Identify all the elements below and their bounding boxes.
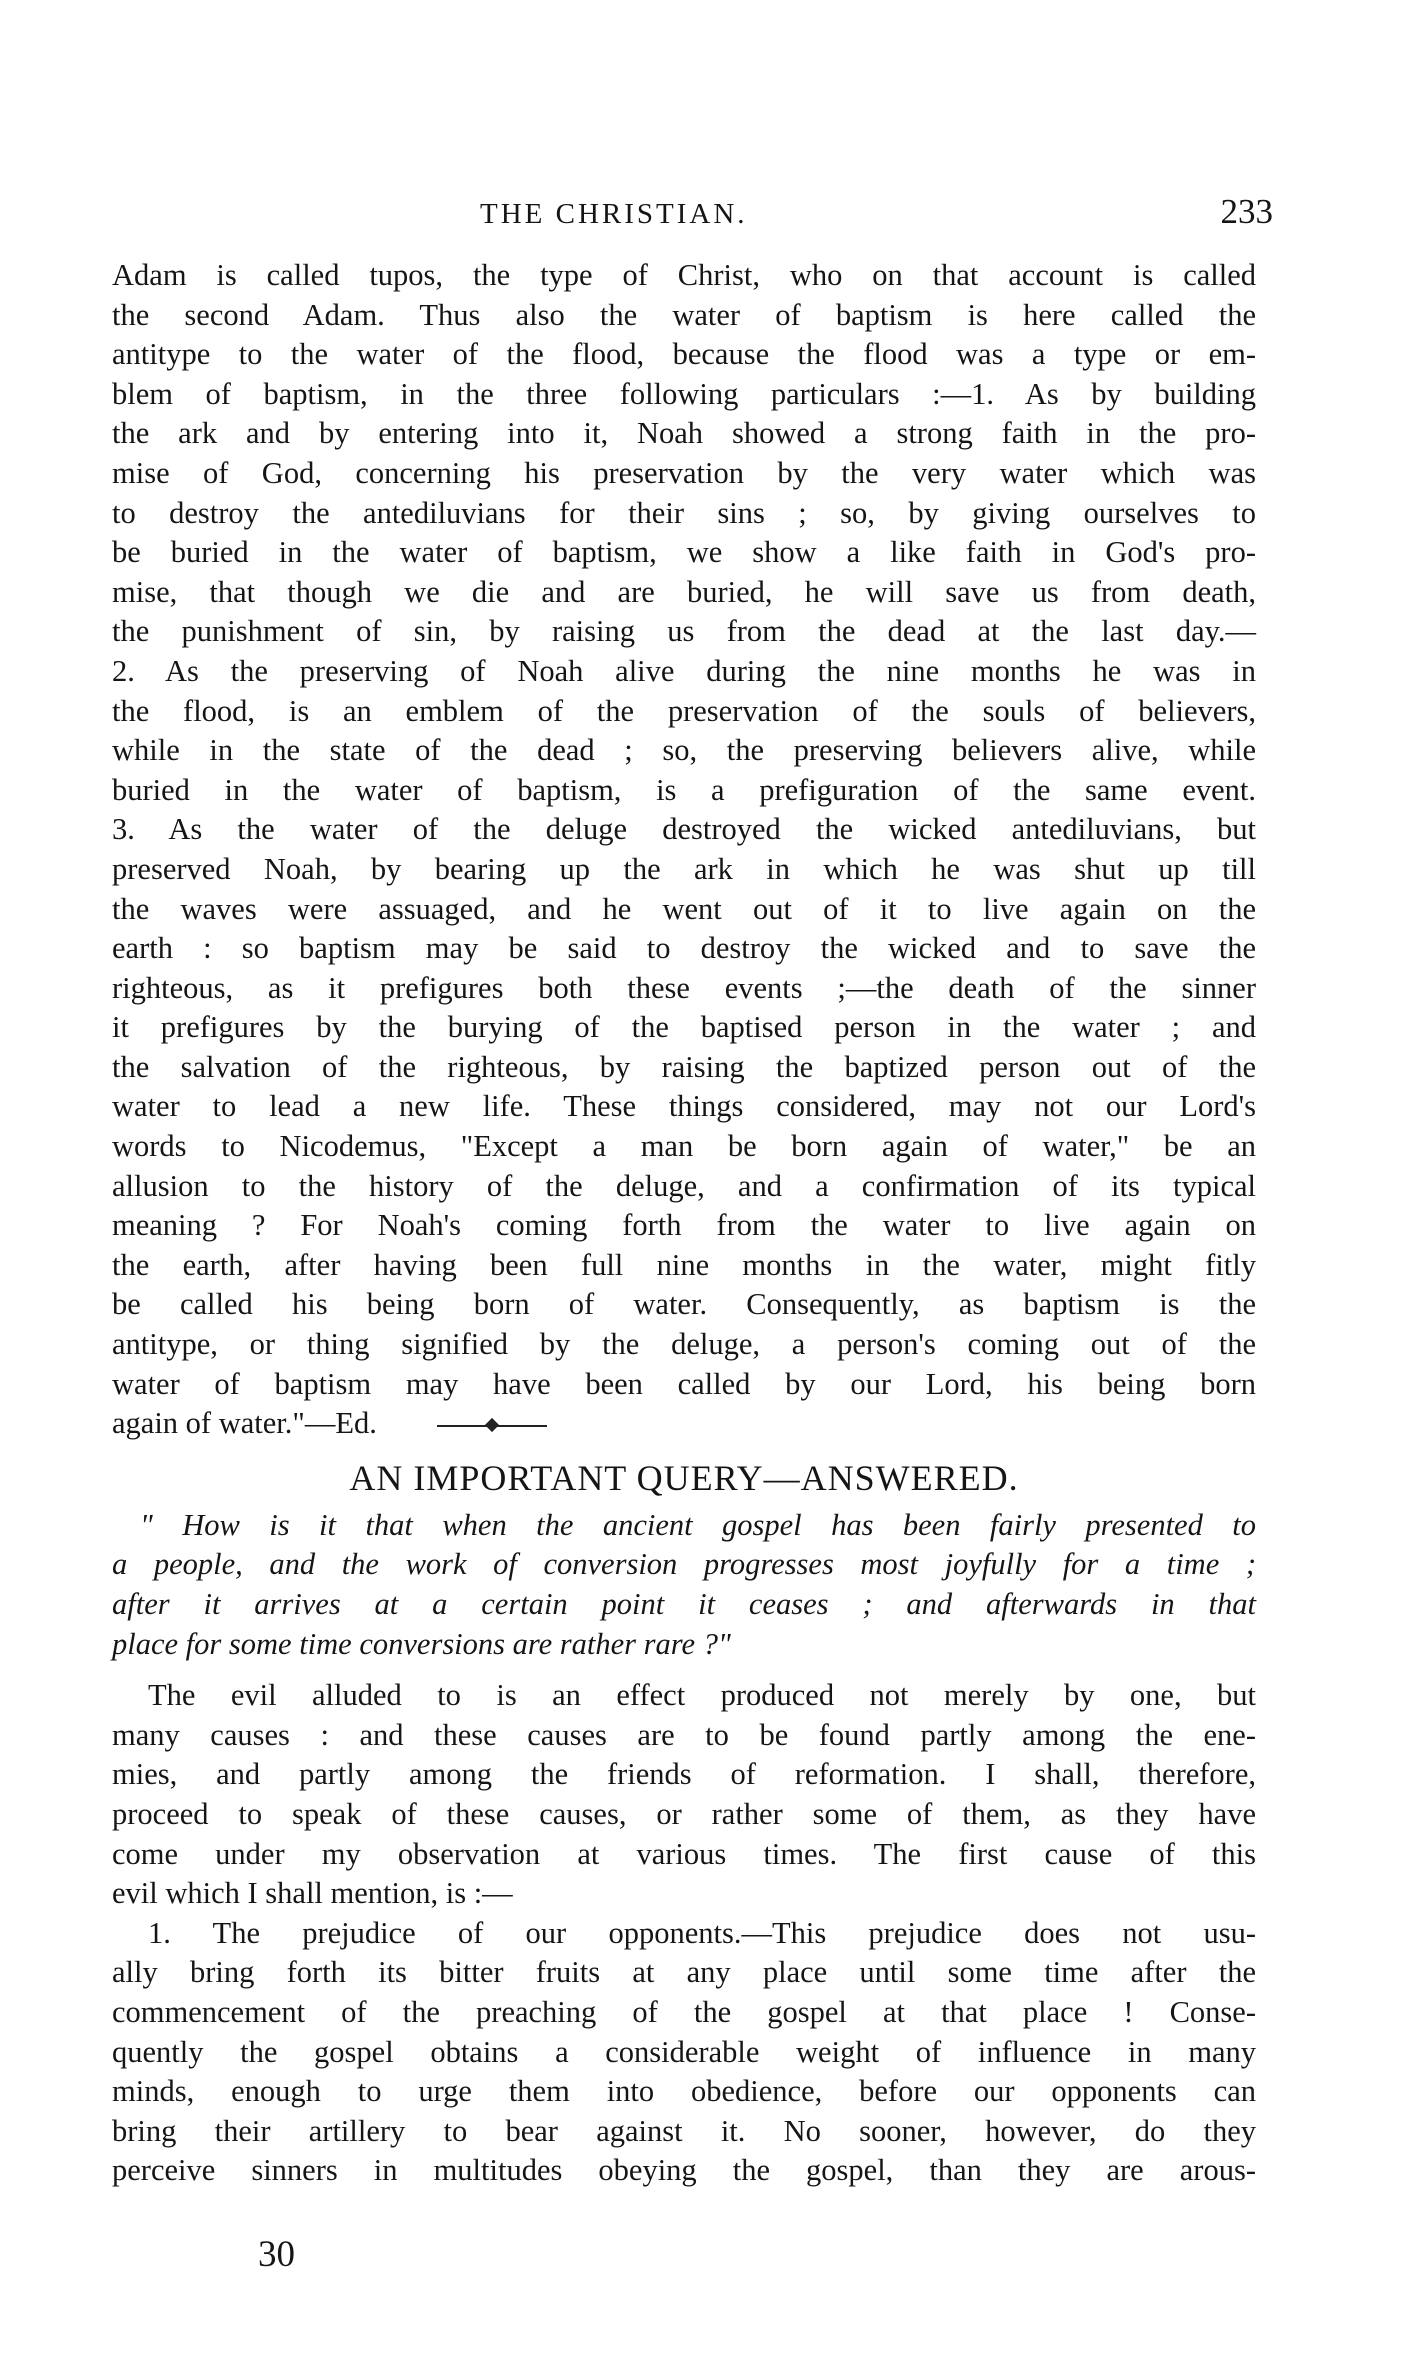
text-line: commencement of the preaching of the gospel at that place ! Conse-	[112, 1994, 1256, 2029]
text-line: preserved Noah, by bearing up the ark in which he was shut up till	[112, 851, 1256, 886]
text-line: earth : so baptism may be said to destroy the wicked and to save the	[112, 931, 1256, 966]
text-line: after it arrives at a certain point it ceases ; and afterwards in that	[112, 1587, 1256, 1621]
text-line: come under my observation at various times. The first cause of this	[112, 1836, 1256, 1871]
text-line: 2. As the preserving of Noah alive during the nine months he was in	[112, 653, 1256, 688]
text-line: the waves were assuaged, and he went out of it to live again on the	[112, 891, 1256, 926]
text-line: allusion to the history of the deluge, and a confirmation of its typical	[112, 1168, 1256, 1203]
section-title: AN IMPORTANT QUERY—ANSWERED.	[349, 1457, 1019, 1498]
text-line: while in the state of the dead ; so, the preserving believers alive, while	[112, 733, 1256, 768]
editor-note-text	[112, 256, 1256, 1444]
text-line: words to Nicodemus, "Except a man be born again of water," be an	[112, 1129, 1256, 1164]
text-line: water to lead a new life. These things considered, may not our Lord's	[112, 1089, 1256, 1124]
text-line: meaning ? For Noah's coming forth from the water to live again on	[112, 1208, 1256, 1243]
text-line: the salvation of the righteous, by raising the baptized person out of the	[112, 1049, 1256, 1084]
text-line: ally bring forth its bitter fruits at any place until some time after the	[112, 1955, 1256, 1990]
text-line: a people, and the work of conversion progresses most joyfully for a time ;	[112, 1547, 1256, 1582]
text-line: to destroy the antediluvians for their sins ; so, by giving ourselves to	[112, 495, 1256, 530]
text-line: the punishment of sin, by raising us from the dead at the last day.—	[112, 614, 1256, 649]
text-line: it prefigures by the burying of the baptised person in the water ; and	[112, 1010, 1256, 1045]
text-line: many causes : and these causes are to be found partly among the ene-	[112, 1717, 1256, 1752]
text-line: antitype to the water of the flood, because the flood was a type or em-	[112, 337, 1256, 372]
text-line: minds, enough to urge them into obedience, before our opponents can	[112, 2074, 1256, 2109]
text-line: be called his being born of water. Consequently, as baptism is the	[112, 1287, 1256, 1322]
page-body	[112, 256, 1256, 2191]
text-line: " How is it that when the ancient gospel has been fairly presented to	[140, 1507, 1256, 1542]
query-text	[112, 1506, 1256, 1664]
text-line: The evil alluded to is an effect produced not merely by one, but	[148, 1678, 1256, 1713]
text-line: blem of baptism, in the three following particulars :—1. As by building	[112, 376, 1256, 411]
text-line: the ark and by entering into it, Noah showed a strong faith in the pro-	[112, 416, 1256, 451]
page-number: 233	[1220, 192, 1273, 231]
text-line: evil which I shall mention, is :—	[112, 1876, 513, 1911]
signature-mark: 30	[258, 2234, 295, 2275]
text-line: bring their artillery to bear against it. No sooner, however, do they	[112, 2113, 1256, 2148]
text-line: mise, that though we die and are buried, he will save us from death,	[112, 574, 1256, 609]
text-line: antitype, or thing signified by the deluge, a person's coming out of the	[112, 1327, 1256, 1362]
text-line: proceed to speak of these causes, or rather some of them, as they have	[112, 1796, 1256, 1831]
text-line: again of water."—Ed.	[112, 1404, 1256, 1444]
text-line: quently the gospel obtains a considerable weight of influence in many	[112, 2034, 1256, 2069]
text-line: water of baptism may have been called by our Lord, his being born	[112, 1366, 1256, 1401]
text-line: 3. As the water of the deluge destroyed the wicked antediluvians, but	[112, 812, 1256, 847]
text-line: mise of God, concerning his preservation by the very water which was	[112, 455, 1256, 490]
text-line: the second Adam. Thus also the water of baptism is here called the	[112, 297, 1256, 332]
running-head: THE CHRISTIAN.	[480, 198, 748, 230]
text-line: righteous, as it prefigures both these events ;—the death of the sinner	[112, 970, 1256, 1005]
text-line: the flood, is an emblem of the preservation of the souls of believers,	[112, 693, 1256, 728]
text-line: be buried in the water of baptism, we show a like faith in God's pro-	[112, 535, 1256, 570]
text-line: Adam is called tupos, the type of Christ, who on that account is called	[112, 258, 1256, 292]
answer-text	[112, 1676, 1256, 2191]
text-line: mies, and partly among the friends of reformation. I shall, therefore,	[112, 1757, 1256, 1792]
page-header	[0, 192, 1419, 238]
text-line: buried in the water of baptism, is a prefiguration of the same event.	[112, 772, 1256, 807]
ornament-divider	[437, 1422, 547, 1430]
text-line: perceive sinners in multitudes obeying the gospel, than they are arous-	[112, 2153, 1256, 2188]
text-line: the earth, after having been full nine months in the water, might fitly	[112, 1247, 1256, 1282]
text-line: 1. The prejudice of our opponents.—This prejudice does not usu-	[148, 1915, 1256, 1950]
text-line: place for some time conversions are rather rare ?"	[112, 1626, 731, 1661]
